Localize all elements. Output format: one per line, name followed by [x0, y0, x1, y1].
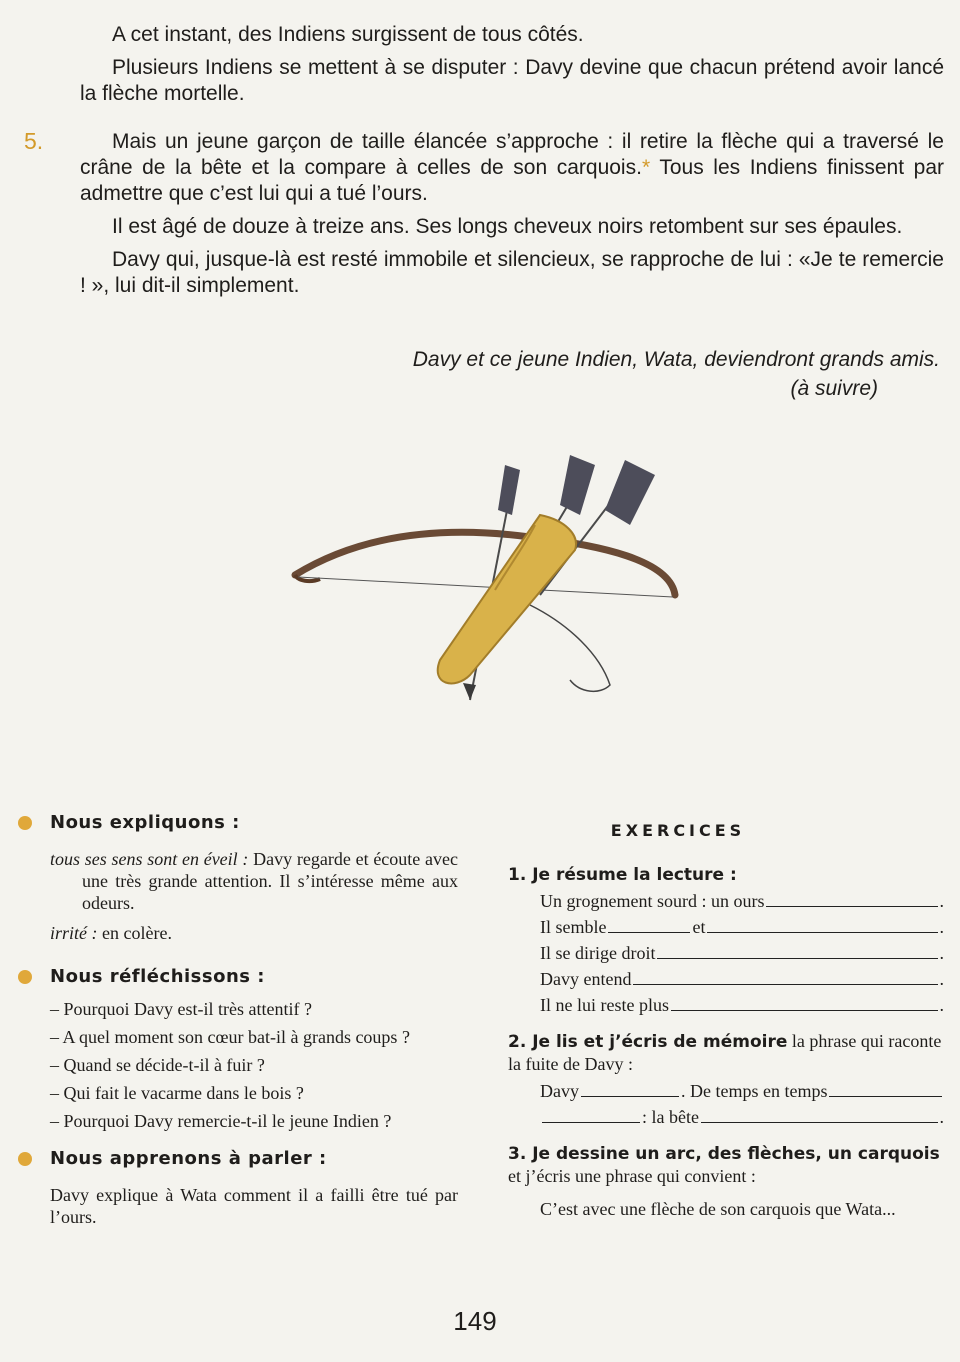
- exercise-1: [508, 864, 944, 1016]
- orange-bullet-icon: [18, 1152, 32, 1166]
- list-item: – A quel moment son cœur bat-il à grands coups ?: [50, 1027, 410, 1047]
- blank-field[interactable]: [581, 1080, 679, 1097]
- fill-line: Davy entend .: [540, 969, 944, 989]
- blank-field[interactable]: [542, 1106, 640, 1123]
- questions-list: [50, 998, 458, 1132]
- fill-line: Davy . De temps en temps: [540, 1080, 944, 1102]
- orange-bullet-icon: [18, 816, 32, 830]
- fill-line: Un grognement sourd : un ours .: [540, 891, 944, 911]
- section-number: 5.: [24, 128, 44, 154]
- to-be-continued: (à suivre): [790, 377, 878, 400]
- story-paragraph-1: A cet instant, des Indiens surgissent de tous côtés.: [112, 23, 584, 46]
- fill-line: Il ne lui reste plus .: [540, 995, 944, 1015]
- list-item: – Quand se décide-t-il à fuir ?: [50, 1055, 265, 1075]
- exercise-3-heading: 3. Je dessine un arc, des flèches, un carquois et j’écris une phrase qui convient :: [508, 1144, 940, 1186]
- nous-apprenons-heading: Nous apprenons à parler :: [18, 1148, 458, 1170]
- blank-field[interactable]: [608, 916, 690, 933]
- blank-field[interactable]: [707, 916, 937, 933]
- asterisk-mark: *: [641, 156, 651, 179]
- blank-field[interactable]: [766, 890, 937, 907]
- blank-field[interactable]: [701, 1106, 938, 1123]
- exercise-2-heading: 2. Je lis et j’écris de mémoire la phrase qui raconte la fuite de Davy :: [508, 1031, 942, 1074]
- blank-field[interactable]: [829, 1080, 942, 1097]
- list-item: – Pourquoi Davy remercie-t-il le jeune Indien ?: [50, 1111, 392, 1131]
- blank-field[interactable]: [633, 968, 937, 985]
- blank-field[interactable]: [657, 942, 937, 959]
- exercise-3-sentence: C’est avec une flèche de son carquois que Wata...: [540, 1199, 896, 1219]
- fill-line: Il se dirige droit .: [540, 943, 944, 963]
- gloss-entry: tous ses sens sont en éveil : Davy regarde et écoute avec une très grande attention. Il s’intéresse même aux odeurs.: [50, 849, 459, 913]
- blank-field[interactable]: [671, 994, 938, 1011]
- story-paragraph-2: Plusieurs Indiens se mettent à se disputer : Davy devine que chacun prétend avoir lancé la flèche mortelle.: [80, 56, 944, 105]
- bow-arrows-quiver-illustration: [280, 455, 680, 715]
- story-paragraph-5: Davy qui, jusque-là est resté immobile et silencieux, se rapproche de lui : «Je te remercie ! », lui dit-il simplement.: [80, 248, 944, 297]
- story-paragraph-4: Il est âgé de douze à treize ans. Ses longs cheveux noirs retombent sur ses épaules.: [112, 215, 903, 238]
- closing-sentence: Davy et ce jeune Indien, Wata, deviendront grands amis.: [412, 348, 940, 371]
- fill-line: : la bête .: [540, 1106, 944, 1128]
- nous-expliquons-heading: Nous expliquons :: [18, 812, 458, 834]
- page-number: 149: [453, 1306, 497, 1336]
- exercises-title: EXERCICES: [610, 821, 746, 840]
- list-item: – Qui fait le vacarme dans le bois ?: [50, 1083, 304, 1103]
- left-column: [18, 812, 458, 1228]
- orange-bullet-icon: [18, 970, 32, 984]
- list-item: – Pourquoi Davy est-il très attentif ?: [50, 999, 312, 1019]
- exercise-1-heading: 1. Je résume la lecture :: [508, 865, 737, 885]
- exercises-column: [508, 820, 944, 1234]
- nous-reflechissons-heading: Nous réfléchissons :: [18, 966, 458, 988]
- story-text: [80, 22, 944, 306]
- exercise-2: [508, 1030, 944, 1128]
- speaking-prompt: Davy explique à Wata comment il a failli être tué par l’ours.: [50, 1185, 458, 1227]
- exercise-3: [508, 1142, 944, 1220]
- closing-lines: [413, 345, 940, 403]
- fill-line: Il semble et .: [540, 917, 944, 937]
- gloss-entry: irrité : en colère.: [50, 923, 172, 943]
- story-paragraph-3: Mais un jeune garçon de taille élancée s’approche : il retire la flèche qui a traversé le crâne de la bête et la compare à celles de son carquois.* Tous les Indiens finissent par admettre que c’est lui qui a tué l’ours.: [80, 130, 944, 205]
